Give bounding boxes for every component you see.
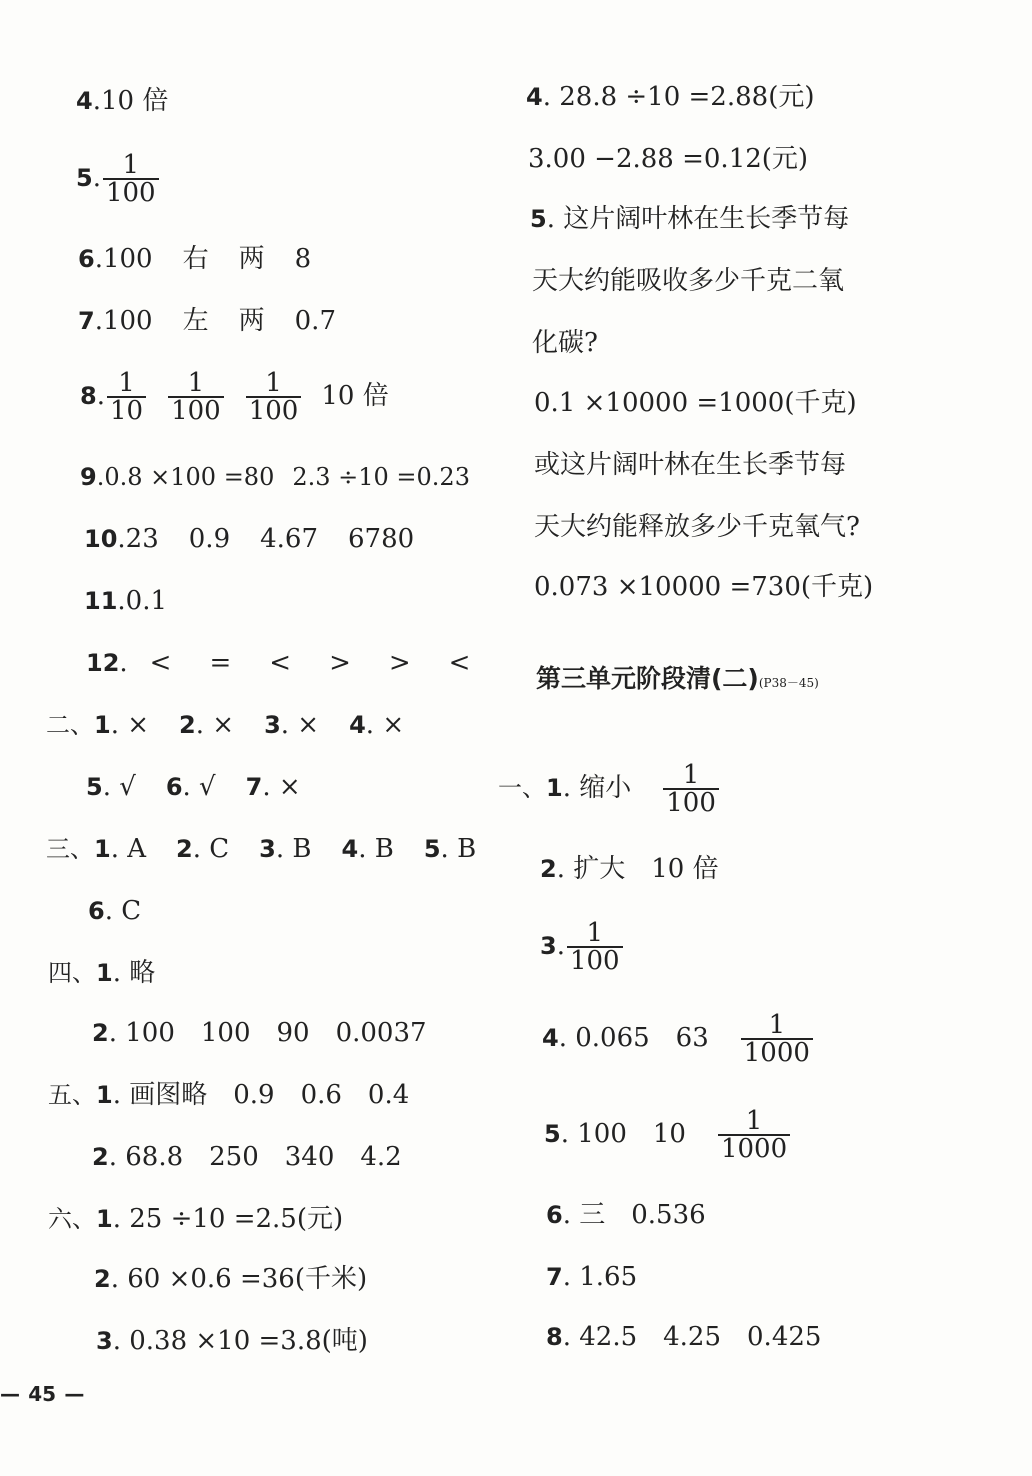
answer-r-4a: 4. 28.8 ÷10 =2.88(元) bbox=[526, 82, 815, 112]
answer-r-4b: 3.00 −2.88 =0.12(元) bbox=[528, 144, 809, 174]
answer-r-s1-7: 7. 1.65 bbox=[546, 1262, 638, 1292]
section-2-row2: 5. √ 6. √ 7. × bbox=[86, 772, 301, 802]
answer-l-5: 5. $\frac{1}{100}$ bbox=[76, 152, 161, 206]
section-2-row1: 二、1. × 2. × 3. × 4. × bbox=[46, 710, 405, 740]
section-5-q1: 五、1. 画图略 0.9 0.6 0.4 bbox=[48, 1080, 410, 1110]
fraction: $\frac{1}{1000}$ bbox=[718, 1108, 790, 1162]
fraction: $\frac{1}{100}$ bbox=[663, 762, 719, 816]
answer-r-s1-5: 5. 100 10 $\frac{1}{1000}$ bbox=[544, 1108, 792, 1162]
section-6-q2: 2. 60 ×0.6 =36(千米) bbox=[94, 1264, 368, 1294]
answer-l-8: 8. $\frac{1}{10}$ $\frac{1}{100}$ $\frac{1}{100}$ 10 倍 bbox=[80, 368, 389, 426]
answer-r-s1-2: 2. 扩大 10 倍 bbox=[540, 854, 719, 884]
answer-l-10: 10.23 0.9 4.67 6780 bbox=[84, 524, 415, 554]
fraction: $\frac{1}{10}$ bbox=[107, 370, 146, 424]
fraction: $\frac{1}{100}$ bbox=[103, 152, 159, 206]
answer-r-5-l1: 5. 这片阔叶林在生长季节每 bbox=[530, 204, 850, 234]
page-number: — 45 — bbox=[0, 1382, 85, 1406]
answer-l-9: 9.0.8 ×100 =80 2.3 ÷10 =0.23 bbox=[80, 463, 470, 491]
answer-l-7: 7.100 左 两 0.7 bbox=[78, 306, 336, 336]
section-4-q1: 四、1. 略 bbox=[48, 958, 156, 988]
section-title: 第三单元阶段清(二)(P38－45) bbox=[536, 664, 819, 693]
answer-r-5-l7: 0.073 ×10000 =730(千克) bbox=[534, 572, 874, 602]
fraction: $\frac{1}{100}$ bbox=[168, 370, 224, 424]
answer-r-5-l6: 天大约能释放多少千克氧气? bbox=[534, 512, 860, 542]
answer-r-5-l3: 化碳? bbox=[532, 328, 598, 358]
answer-l-4: 4.10 倍 bbox=[76, 86, 169, 116]
section-3-row2: 6. C bbox=[88, 896, 142, 926]
section-3-row1: 三、1. A 2. C 3. B 4. B 5. B bbox=[46, 834, 477, 864]
answer-r-s1-3: 3. $\frac{1}{100}$ bbox=[540, 920, 625, 974]
answer-l-12: 12. < = < > > < bbox=[86, 648, 471, 678]
answer-r-s1-1: 一、1. 缩小 $\frac{1}{100}$ bbox=[498, 762, 721, 816]
answer-r-s1-8: 8. 42.5 4.25 0.425 bbox=[546, 1322, 822, 1352]
answer-r-s1-6: 6. 三 0.536 bbox=[546, 1200, 706, 1230]
answer-r-5-l2: 天大约能吸收多少千克二氧 bbox=[532, 266, 845, 296]
section-5-q2: 2. 68.8 250 340 4.2 bbox=[92, 1142, 402, 1172]
fraction: $\frac{1}{1000}$ bbox=[741, 1012, 813, 1066]
fraction: $\frac{1}{100}$ bbox=[567, 920, 623, 974]
answer-l-6: 6.100 右 两 8 bbox=[78, 244, 312, 274]
section-4-q2: 2. 100 100 90 0.0037 bbox=[92, 1018, 427, 1048]
answer-l-11: 11.0.1 bbox=[84, 586, 168, 616]
answer-r-5-l4: 0.1 ×10000 =1000(千克) bbox=[534, 388, 857, 418]
section-6-q1: 六、1. 25 ÷10 =2.5(元) bbox=[48, 1204, 344, 1234]
fraction: $\frac{1}{100}$ bbox=[246, 370, 302, 424]
answer-r-5-l5: 或这片阔叶林在生长季节每 bbox=[534, 450, 847, 480]
section-6-q3: 3. 0.38 ×10 =3.8(吨) bbox=[96, 1326, 368, 1356]
answer-r-s1-4: 4. 0.065 63 $\frac{1}{1000}$ bbox=[542, 1012, 815, 1066]
